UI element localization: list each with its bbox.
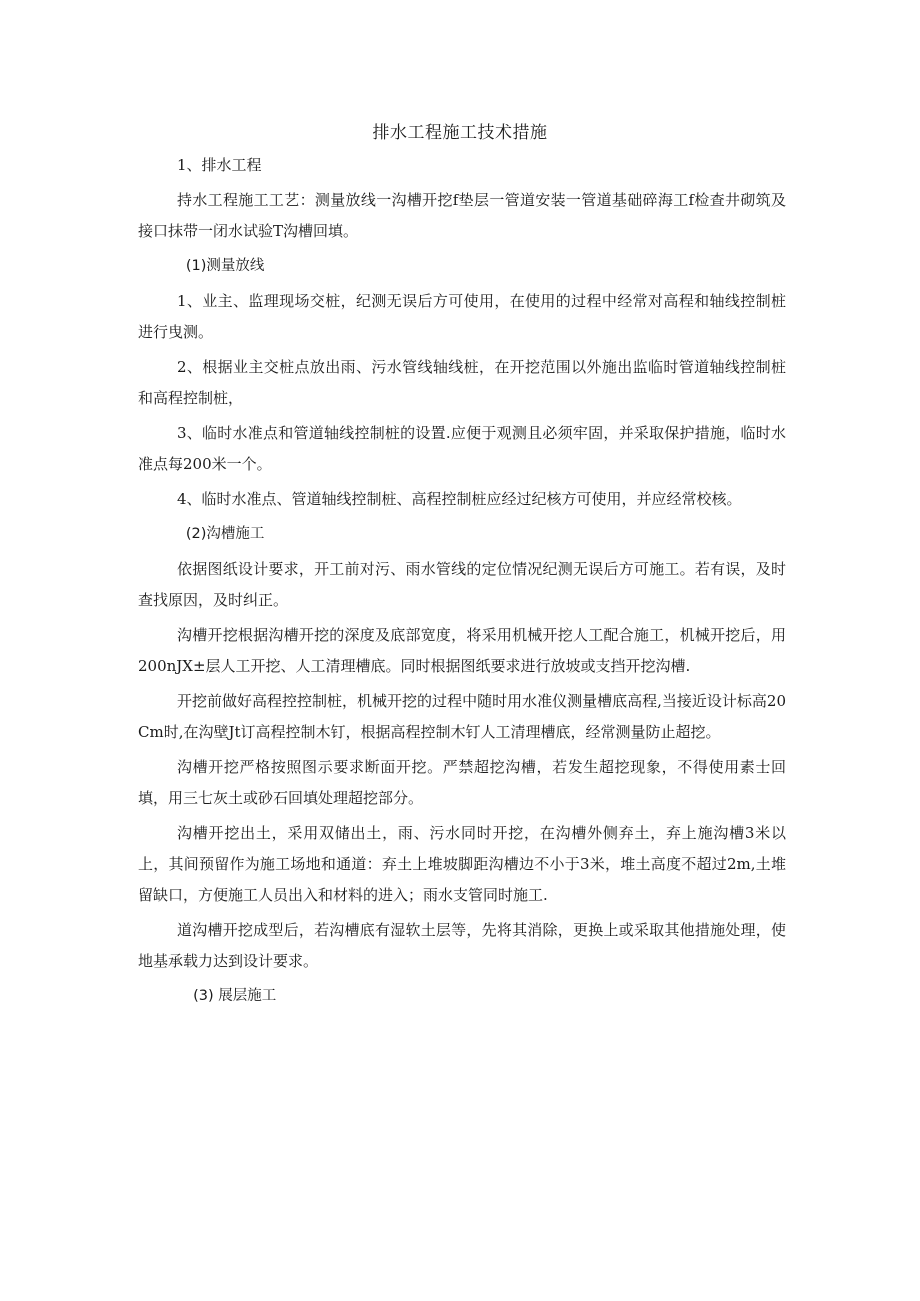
paragraph-trench-1: 依据图纸设计要求，开工前对污、雨水管线的定位情况纪测无误后方可施工。若有误，及时查找原因，及时纠正。 bbox=[138, 560, 786, 609]
paragraph-survey-4: 4、临时水准点、管道轴线控制桩、高程控制桩应经过纪核方可使用，并应经常校核。 bbox=[177, 490, 742, 508]
paragraph-trench-4: 沟槽开挖严格按照图示要求断面开挖。严禁超挖沟槽，若发生超挖现象，不得使用素士回填，用三七灰土或砂石回填处理超挖部分。 bbox=[138, 758, 786, 807]
paragraph-trench-6: 道沟槽开挖成型后，若沟槽底有湿软土层等，先将其消除，更换上或采取其他措施处理，使地基承载力达到设计要求。 bbox=[138, 921, 786, 970]
paragraph-process: 持水工程施工工艺：测量放线一沟槽开挖f垫层一管道安装一管道基础碎海工f检查井砌筑及接口抹带一闭水试验T沟槽回填。 bbox=[138, 191, 786, 240]
subsection-heading-cushion: (3) 展层施工 bbox=[193, 988, 277, 1004]
subsection-heading-trench: (2)沟槽施工 bbox=[185, 526, 265, 542]
paragraph-survey-1: 1、业主、监理现场交桩，纪测无误后方可使用，在使用的过程中经常对高程和轴线控制桩进行曳测。 bbox=[138, 292, 786, 341]
paragraph-survey-2: 2、根据业主交桩点放出雨、污水管线轴线桩，在开挖范围以外施出监临时管道轴线控制桩和高程控制桩， bbox=[138, 358, 786, 407]
document-body bbox=[138, 150, 786, 1016]
section-heading-drainage: 1、排水工程 bbox=[177, 156, 262, 174]
subsection-heading-survey: (1)测量放线 bbox=[185, 258, 265, 274]
paragraph-survey-3: 3、临时水准点和管道轴线控制桩的设置.应便于观测且必须牢固，并采取保护措施，临时水准点每200米一个。 bbox=[138, 424, 786, 473]
paragraph-trench-2: 沟槽开挖根据沟槽开挖的深度及底部宽度，将采用机械开挖人工配合施工，机械开挖后，用200nJX±层人工开挖、人工清理槽底。同时根据图纸要求进行放坡或支挡开挖沟槽. bbox=[138, 626, 786, 675]
document-title: 排水工程施工技术措施 bbox=[372, 123, 548, 143]
paragraph-trench-5: 沟槽开挖出土，采用双储出土，雨、污水同时开挖，在沟槽外侧弃土，弃上施沟槽3米以上，其间预留作为施工场地和通道：弃土上堆坡脚距沟槽边不小于3米，堆土高度不超过2m,土堆留缺口，方便施工人员出入和材料的进入；雨水支管同时施工. bbox=[138, 824, 786, 904]
paragraph-trench-3: 开挖前做好高程控控制桩，机械开挖的过程中随时用水准仪测量槽底高程,当接近设计标高20Cm时,在沟壁Jt订高程控制木钉，根据高程控制木钉人工清理槽底，经常测量防止超挖。 bbox=[138, 692, 786, 741]
